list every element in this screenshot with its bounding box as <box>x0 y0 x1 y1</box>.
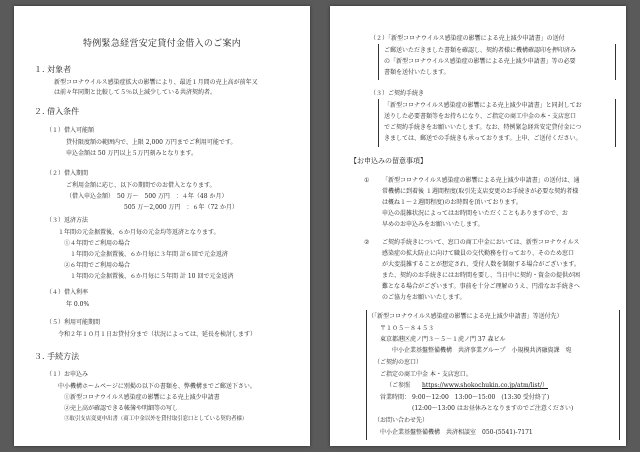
notice-2-marker: ② <box>364 239 370 246</box>
repayment-text-4: ②６年間でご利用の場合 <box>64 262 131 269</box>
form-delivery-text-3: 書類を送付いたします。 <box>384 69 450 76</box>
inquiry-contact: 中小企業基盤整備機構 共済相談室 050-(5541)-7171 <box>380 429 533 436</box>
application-item-2: ②売上高が確認できる帳簿や明細等の写し <box>64 405 179 412</box>
section-heading-procedure: ３. 手続方法 <box>34 352 80 361</box>
rate-text: 年 0.0% <box>66 301 90 308</box>
notice-2-text-4: また、契約のお手続きにはお時間を要し、当日中に契約・資金の提供が困 <box>382 272 581 279</box>
inquiry-title: （お問い合わせ先） <box>374 417 429 424</box>
notice-2-text-6: のご協力をお願いいたします。 <box>382 294 466 301</box>
document-page-right <box>330 6 626 446</box>
procedure-heading-form-delivery: （２）「新型コロナウイルス感染症の影響による売上減少申請書」の送付 <box>370 35 565 42</box>
period-text-3: 505 万～2,000 万円 ：６年（72 か月） <box>124 204 238 211</box>
condition-heading-period: （２）借入期間 <box>46 170 89 177</box>
notice-1-text-5: 早めのお申込みをお願いいたします。 <box>382 221 484 228</box>
business-hours-note: (12:00～13:00 はお昼休みとなりますのでご注意ください) <box>412 405 574 412</box>
contract-window-title: （ご契約の窓口） <box>374 359 423 366</box>
business-hours-label: 営業時間： <box>380 394 411 401</box>
repayment-text-5: １年間の元金据置後、６か月毎に５年間 計 10 回で元金返済 <box>70 273 234 280</box>
reference-label: （ご参照 <box>386 382 411 389</box>
contract-text-4: きましては、郵送での手続きも承っております。上申、ご送付ください。 <box>384 135 582 142</box>
repayment-text-1: １年間の元金据置後、６か月毎の元金均等返済となります。 <box>58 229 220 236</box>
notice-1-text-1: 「新型コロナウイルス感染症の影響による売上減少申請書」の送付は、通 <box>382 177 580 184</box>
amount-text-1: 貸付限度額の範囲内で、上限 2,000 万円までご利用可能です。 <box>66 139 237 146</box>
notice-1-marker: ① <box>364 177 370 184</box>
procedure-heading-application: （１）お申込み <box>46 371 89 378</box>
notice-heading: 【お申込みの留意事項】 <box>350 157 427 165</box>
amount-text-2: 申込金額は 50 万円以上５万円刻みとなります。 <box>66 150 197 157</box>
form-delivery-bracket <box>378 44 616 80</box>
form-delivery-text-1: ご郵送いただきました書類を確認し、契約者様に機構確認印を押印済み <box>384 47 577 54</box>
form-delivery-text-2: の「新型コロナウイルス感染症の影響による売上減少申請書」等の必要 <box>384 58 576 65</box>
application-item-1: ①新型コロナウイルス感染症の影響による売上減少申請書 <box>64 394 220 401</box>
contact-box-title: （「新型コロナウイルス感染症の影響による売上減少申請書」等送付先） <box>368 313 563 320</box>
contract-text-3: でご契約手続きをお願いいたします。なお、特例緊急経営安定貸付金につ <box>384 124 582 131</box>
condition-heading-repayment: （３）返済方法 <box>46 217 89 224</box>
document-title: 特例緊急経営安定貸付金借入のご案内 <box>82 39 242 49</box>
notice-1-text-2: 常機構に到着後 １週間程度(取引先支店変更のお手続きが必要な契約者様 <box>382 188 579 195</box>
application-item-3: ③取引支店変更申出書（商工中金以外を貸付取引窓口としている契約者様） <box>64 416 248 422</box>
condition-heading-rate: （４）借入利率 <box>46 289 89 296</box>
repayment-text-3: １年間の元金据置後、６か月毎に３年間 計６回で元金返済 <box>70 251 228 258</box>
condition-heading-availability: （５）利用可能期間 <box>46 319 101 326</box>
section-heading-eligibility: １. 対象者 <box>34 65 72 74</box>
period-text-2: （借入申込金額） 50 万～ 500 万円 ：４年（48 か月） <box>66 193 228 200</box>
notice-2-text-3: が大変混雑することが想定され、受付人数を制限する場合がございます。 <box>382 261 580 268</box>
section-heading-conditions: ２. 借入条件 <box>34 107 80 116</box>
notice-2-text-1: ご契約手続きについて、窓口の商工中金においては、新型コロナウイルス <box>382 239 580 246</box>
contact-postal-code: 〒１０５－８４５３ <box>380 325 435 332</box>
contract-text-2: 送りした必要書類等をお持ちになり、ご指定の商工中金の本・支店窓口 <box>384 113 577 120</box>
application-text-1: 中小機構ホームページに別掲の以下の書類を、弊機構までご郵送下さい。 <box>58 383 256 390</box>
contact-address: 東京都港区虎ノ門３－５－１虎ノ門 37 森ビル <box>380 336 506 343</box>
condition-heading-amount: （１）借入可能額 <box>46 127 95 134</box>
eligibility-text-2: は前々年同期と比較して５％以上減少している共済契約者。 <box>54 89 217 96</box>
eligibility-text-1: 新型コロナウイルス感染症拡大の影響により、最近１月間の売上高が前年又 <box>54 79 258 86</box>
reference-link[interactable]: https://www.shokochukin.co.jp/atm/list/） <box>422 382 549 389</box>
repayment-text-2: ①４年間でご利用の場合 <box>64 240 131 247</box>
period-text-1: ご利用金額に応じ、以下の期間でのお借入となります。 <box>66 182 216 189</box>
notice-2-text-5: 難となる場合がございます。事前を十分ご理解のうえ、円滑なお手続きへ <box>382 283 580 290</box>
document-page-left <box>14 6 310 446</box>
contact-organization: 中小企業基盤整備機構 共済事業グループ 小規模共済融資課 宛 <box>392 347 572 354</box>
business-hours-main: 9:00～12:00 13:00～15:00 (13:30 受付終了) <box>412 394 550 401</box>
contract-bracket <box>378 99 616 147</box>
contract-text-1: 「新型コロナウイルス感染症の影響による売上減少申請書」と同封してお <box>384 102 582 109</box>
notice-1-text-3: は概ね１～２週間程度)のお時間を頂いております。 <box>382 199 522 206</box>
notice-1-text-4: 申込の混雑状況によってはお時間をいただくこともありますので、お <box>382 210 568 217</box>
notice-2-text-2: 感染症の拡大防止に向けて職員の交代勤務を行っており、そのため窓口 <box>382 250 575 257</box>
procedure-heading-contract: （３）ご契約手続き <box>370 90 425 97</box>
availability-text: 令和２年１０月１日お貸付分まで（状況によっては、延長を検討します） <box>58 331 257 338</box>
contact-bracket <box>366 310 620 440</box>
contract-window-text: ご指定の商工中金 本・支店窓口。 <box>380 371 472 378</box>
